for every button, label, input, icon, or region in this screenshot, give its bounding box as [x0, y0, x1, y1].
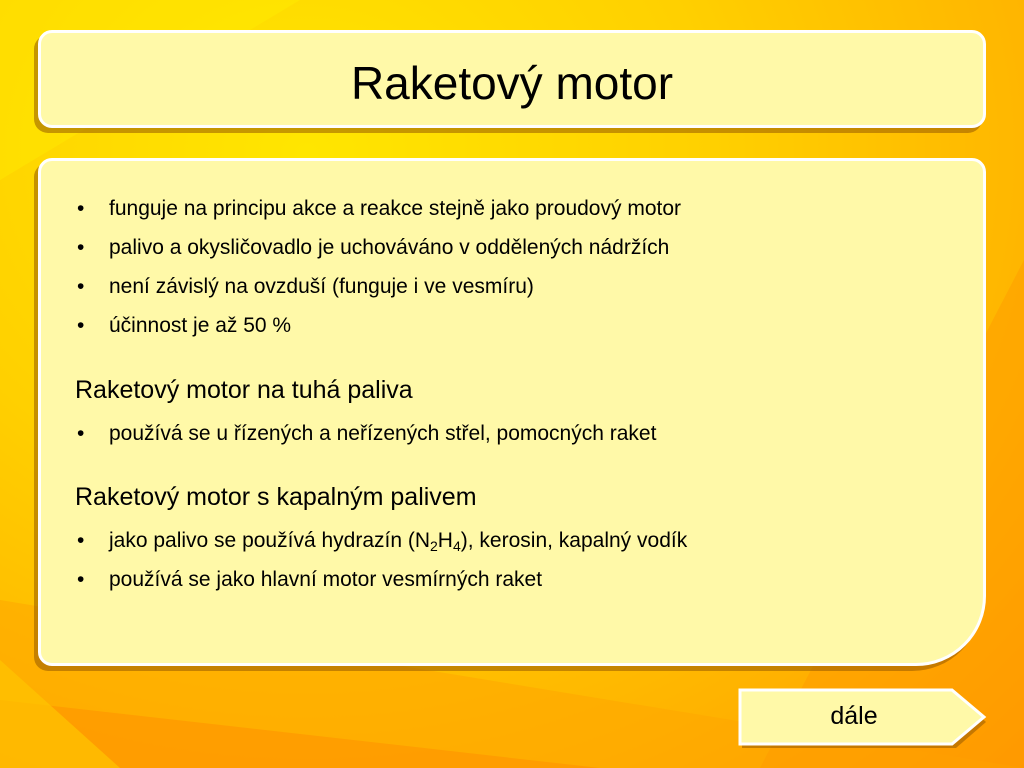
bullet-marker: • [77, 275, 85, 298]
bullet-marker: • [77, 422, 85, 445]
list-item: • účinnost je až 50 % [75, 306, 681, 345]
list-item: • palivo a okysličovadlo je uchováváno v oddělených nádržích [75, 228, 681, 267]
bullet-marker: • [77, 568, 85, 591]
slide-title: Raketový motor [350, 57, 674, 109]
section-heading-solid-fuel: Raketový motor na tuhá paliva [75, 376, 413, 404]
section-heading-liquid-fuel: Raketový motor s kapalným palivem [75, 483, 477, 511]
list-item: • není závislý na ovzduší (funguje i ve vesmíru) [75, 267, 681, 306]
list-item: • používá se jako hlavní motor vesmírných raket [75, 560, 687, 599]
title-panel [38, 30, 986, 128]
list-item: • funguje na principu akce a reakce stejně jako proudový motor [75, 189, 681, 228]
list-item [75, 521, 687, 560]
bullet-marker: • [77, 197, 85, 220]
bullet-marker: • [77, 314, 85, 337]
solid-fuel-bullet-list [75, 414, 656, 453]
next-button-label: dále [830, 702, 878, 730]
hydrazine-text: jako palivo se používá hydrazín $(N_2H_4)$, kerosin, kapalný vodík [109, 529, 688, 554]
general-bullet-list [75, 189, 681, 345]
bullet-marker: • [77, 236, 85, 259]
bullet-marker: • [77, 529, 85, 552]
liquid-fuel-bullet-list [75, 521, 687, 599]
next-button[interactable] [738, 688, 990, 748]
content-panel [38, 158, 986, 666]
list-item: • používá se u řízených a neřízených střel, pomocných raket [75, 414, 656, 453]
